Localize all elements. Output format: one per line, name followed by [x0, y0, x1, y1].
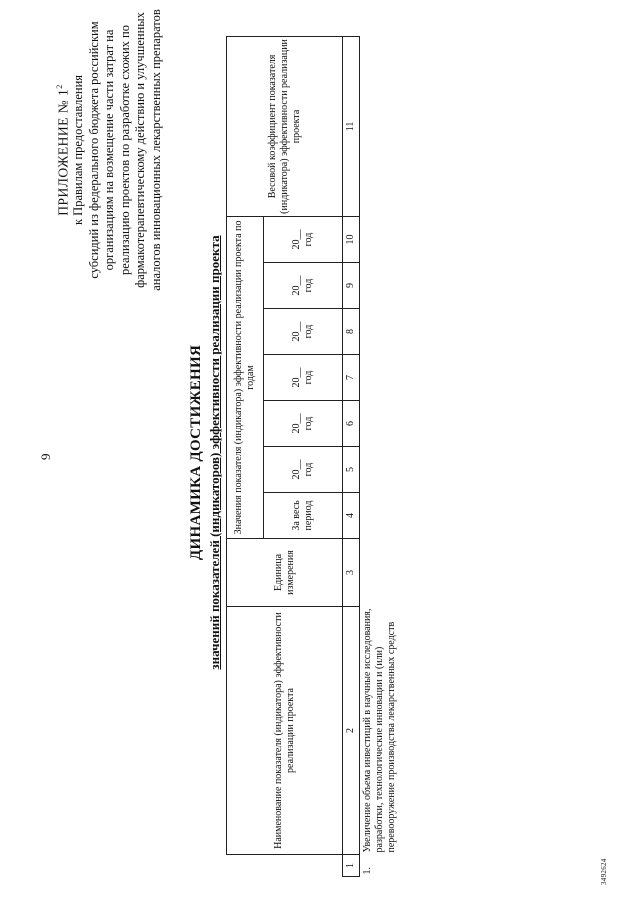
row-cell: [360, 309, 400, 355]
annex-line: реализацию проектов по разработке схожих по: [117, 25, 132, 275]
document-reference-number: 3492624: [600, 858, 608, 885]
header-unit-line: измерения: [284, 550, 296, 595]
header-weight-coefficient: Весовой коэффициент показателя (индикатора) эффективности реализации проекта: [227, 36, 343, 216]
annex-line: организациям на возмещение части затрат на: [102, 29, 116, 271]
year-word: год: [303, 232, 314, 247]
row-cell: [360, 355, 400, 401]
row-cell: [360, 36, 400, 216]
header-values-group: Значения показателя (индикатора) эффективности реализации проекта по годам: [227, 216, 264, 538]
header-year: [264, 401, 343, 447]
column-number: 6: [343, 401, 360, 447]
header-year: [264, 309, 343, 355]
annex-line: фармакотерапевтическому действию и улучшенных: [133, 12, 147, 288]
column-number: 4: [343, 493, 360, 539]
column-number: 9: [343, 263, 360, 309]
year-word: год: [303, 370, 314, 385]
annex-title-text: ПРИЛОЖЕНИЕ № 1: [55, 88, 71, 216]
header-unit-line: Единица: [272, 553, 284, 592]
column-number: 1: [343, 855, 360, 877]
row-cell: [360, 401, 400, 447]
year-word: год: [303, 324, 314, 339]
column-number: 10: [343, 216, 360, 262]
row-number: 1.: [362, 867, 373, 875]
year-value: 20__: [291, 459, 302, 480]
annex-title-superscript: 2: [55, 84, 64, 89]
table-header-row: [227, 36, 264, 876]
document-title: ДИНАМИКА ДОСТИЖЕНИЯ: [188, 344, 204, 561]
row-cell: [360, 539, 400, 607]
page-number: 9: [38, 453, 53, 460]
annex-header: [52, 0, 164, 300]
year-value: 20__: [291, 367, 302, 388]
annex-title: [52, 0, 71, 300]
year-value: 20__: [291, 413, 302, 434]
header-indicator-name: Наименование показателя (индикатора) эффективности реализации проекта: [227, 607, 343, 855]
year-word: год: [303, 278, 314, 293]
column-number: 8: [343, 309, 360, 355]
document-subtitle: значений показателей (индикаторов) эффективности реализации проекта: [207, 235, 222, 670]
column-number: 11: [343, 36, 360, 216]
annex-line: субсидий из федерального бюджета российским: [86, 21, 101, 279]
header-total-line: За весь: [291, 500, 302, 531]
row-cell: [360, 263, 400, 309]
column-number: 2: [343, 607, 360, 855]
column-number: 7: [343, 355, 360, 401]
row-cell: [360, 493, 400, 539]
table-row: [360, 36, 400, 876]
year-word: год: [303, 416, 314, 431]
annex-line: аналогов инновационных лекарственных препаратов: [148, 9, 163, 291]
year-value: 20__: [291, 321, 302, 342]
annex-line: к Правилам предоставления: [71, 74, 85, 226]
header-total-period: [264, 493, 343, 539]
row-indicator-text: Увеличение объема инвестиций в научные исследования, разработки, технологические инновации и (или) перевооружение производства лекарственных средств: [362, 608, 397, 853]
row-cell: [360, 447, 400, 493]
column-number-row: [343, 36, 360, 876]
header-cell-empty: [227, 855, 343, 877]
header-year: [264, 355, 343, 401]
column-number: 3: [343, 539, 360, 607]
header-total-line: период: [303, 500, 314, 531]
indicators-table: [226, 36, 399, 877]
header-year: [264, 447, 343, 493]
header-year: [264, 216, 343, 262]
year-word: год: [303, 462, 314, 477]
row-cell: [360, 216, 400, 262]
header-unit: [227, 539, 343, 607]
header-year: [264, 263, 343, 309]
column-number: 5: [343, 447, 360, 493]
year-value: 20__: [291, 275, 302, 296]
year-value: 20__: [291, 229, 302, 250]
